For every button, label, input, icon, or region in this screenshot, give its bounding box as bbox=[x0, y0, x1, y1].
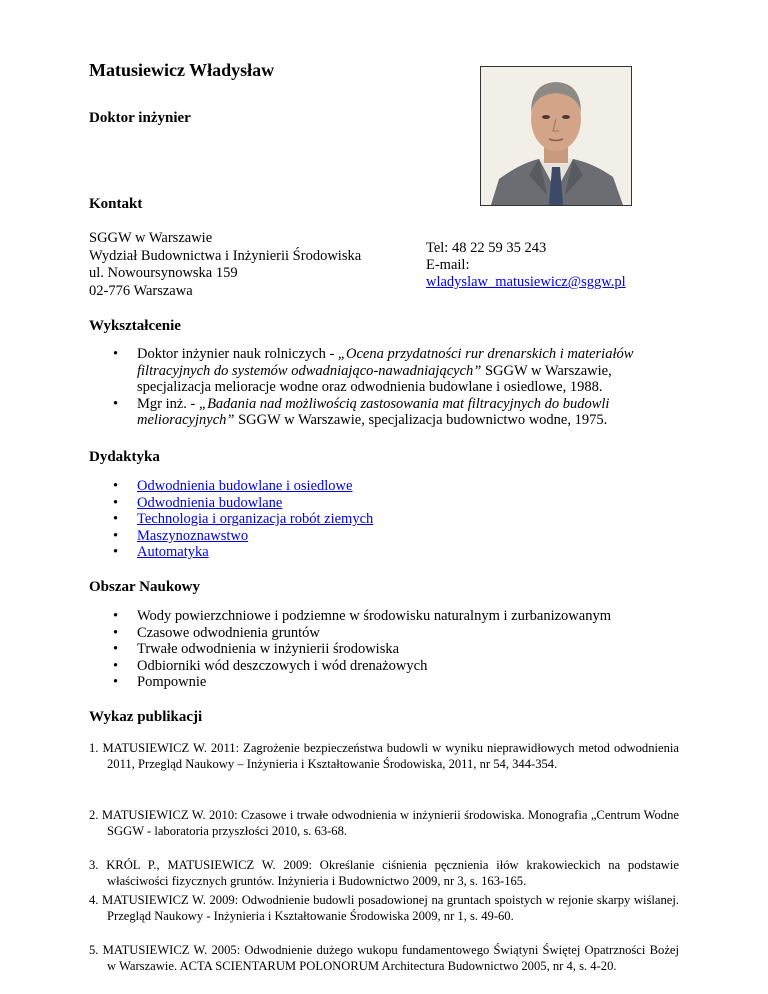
bullet-icon: • bbox=[113, 395, 119, 412]
bullet-icon: • bbox=[113, 346, 119, 362]
bullet-icon: • bbox=[113, 657, 119, 674]
bullet-icon: • bbox=[113, 608, 119, 624]
education-text: SGGW w Warszawie, specjalizacja budownictwo wodne, 1975. bbox=[234, 412, 608, 429]
address-line: Wydział Budownictwa i Inżynierii Środowiska bbox=[89, 247, 362, 264]
research-text: Trwałe odwodnienia w inżynierii środowiska bbox=[137, 641, 400, 658]
bullet-icon: • bbox=[113, 511, 119, 528]
research-item bbox=[89, 625, 659, 642]
publication-item: 4. MATUSIEWICZ W. 2009: Odwodnienie budowli posadowionej na gruntach spoistych w rejonie skarpy wiślanej. Przegląd Naukowy - Inżynieria i Kształtowanie Środowiska 2009, nr 1, s. 49-60. bbox=[89, 893, 679, 923]
bullet-icon: • bbox=[113, 527, 119, 544]
bullet-icon: • bbox=[113, 674, 119, 691]
course-link[interactable]: Automatyka bbox=[137, 544, 209, 561]
research-item bbox=[89, 641, 659, 658]
bullet-icon: • bbox=[113, 494, 119, 511]
course-item bbox=[89, 528, 659, 545]
research-text: Pompownie bbox=[137, 674, 207, 691]
research-text: Czasowe odwodnienia gruntów bbox=[137, 624, 320, 641]
bullet-icon: • bbox=[113, 624, 119, 641]
bullet-icon: • bbox=[113, 544, 119, 561]
course-link[interactable]: Odwodnienia budowlane bbox=[137, 494, 283, 511]
portrait-photo bbox=[480, 66, 632, 206]
course-link[interactable]: Odwodnienia budowlane i osiedlowe bbox=[137, 478, 353, 494]
thesis-title: „Badania nad możliwością zastosowania mat filtracyjnych do budowli melioracyjnych” bbox=[137, 395, 610, 429]
bullet-icon: • bbox=[113, 641, 119, 658]
education-text: Mgr inż. - bbox=[137, 395, 200, 412]
address-line: SGGW w Warszawie bbox=[89, 230, 213, 246]
research-item bbox=[89, 658, 659, 675]
course-item bbox=[89, 478, 659, 495]
publication-item: 2. MATUSIEWICZ W. 2010: Czasowe i trwałe odwodnienia w inżynierii środowiska. Monografia „Centrum Wodne SGGW - laboratoria przyszłości 2010, s. 63-68. bbox=[89, 808, 679, 838]
email-link[interactable]: wladyslaw_matusiewicz@sggw.pl bbox=[426, 274, 626, 290]
education-item bbox=[89, 346, 659, 396]
education-text: SGGW w Warszawie, specjalizacja melioracje wodne oraz odwodnienia budowlane i osiedlowe, 1988. bbox=[137, 362, 612, 396]
education-text: Doktor inżynier nauk rolniczych - bbox=[137, 346, 338, 362]
address-line: ul. Nowoursynowska 159 bbox=[89, 265, 238, 281]
bullet-icon: • bbox=[113, 478, 119, 494]
research-item bbox=[89, 608, 659, 625]
course-link[interactable]: Technologia i organizacja robót ziemych bbox=[137, 511, 374, 528]
contact-phone-email bbox=[426, 240, 626, 291]
research-text: Wody powierzchniowe i podziemne w środowisku naturalnym i zurbanizowanym bbox=[137, 608, 611, 624]
research-item bbox=[89, 674, 659, 691]
research-text: Odbiorniki wód deszczowych i wód drenażowych bbox=[137, 657, 428, 674]
education-heading: Wykształcenie bbox=[89, 318, 181, 334]
publication-item: 3. KRÓL P., MATUSIEWICZ W. 2009: Określanie ciśnienia pęcznienia iłów krakowieckich na podstawie właściwości fizycznych gruntów. Inżynieria i Budownictwo 2009, nr 3, s. 163-165. bbox=[89, 858, 679, 888]
didactics-heading: Dydaktyka bbox=[89, 449, 160, 465]
address-line: 02-776 Warszawa bbox=[89, 282, 193, 299]
contact-heading: Kontakt bbox=[89, 196, 143, 212]
person-name: Matusiewicz Władysław bbox=[89, 60, 275, 80]
academic-degree: Doktor inżynier bbox=[89, 110, 191, 126]
phone-number: Tel: 48 22 59 35 243 bbox=[426, 240, 547, 256]
education-item bbox=[89, 396, 659, 429]
publication-item: 5. MATUSIEWICZ W. 2005: Odwodnienie dużego wukopu fundamentowego Świątyni Świętej Opatrzności Bożej w Warszawie. ACTA SCIENTARUM POLONORUM Architectura Budownictwo 2005, nr 4, s. 4-20. bbox=[89, 943, 679, 973]
email-label: E-mail: bbox=[426, 257, 470, 273]
education-list bbox=[89, 346, 659, 429]
course-item bbox=[89, 544, 659, 561]
course-item bbox=[89, 495, 659, 512]
contact-address bbox=[89, 230, 361, 300]
publications-heading: Wykaz publikacji bbox=[89, 709, 203, 725]
research-heading: Obszar Naukowy bbox=[89, 579, 200, 595]
thesis-title: „Ocena przydatności rur drenarskich i materiałów filtracyjnych do systemów odwadniająco-nawadniających” bbox=[137, 346, 634, 379]
research-list bbox=[89, 608, 659, 691]
publication-item: 1. MATUSIEWICZ W. 2011: Zagrożenie bezpieczeństwa budowli w wyniku nieprawidłowych metod odwodnienia 2011, Przegląd Naukowy – Inżynieria i Kształtowanie Środowiska, 2011, nr 54, 344-354. bbox=[89, 741, 679, 771]
course-item bbox=[89, 511, 659, 528]
course-link[interactable]: Maszynoznawstwo bbox=[137, 527, 249, 544]
didactics-list bbox=[89, 478, 659, 561]
portrait-image bbox=[481, 67, 631, 205]
